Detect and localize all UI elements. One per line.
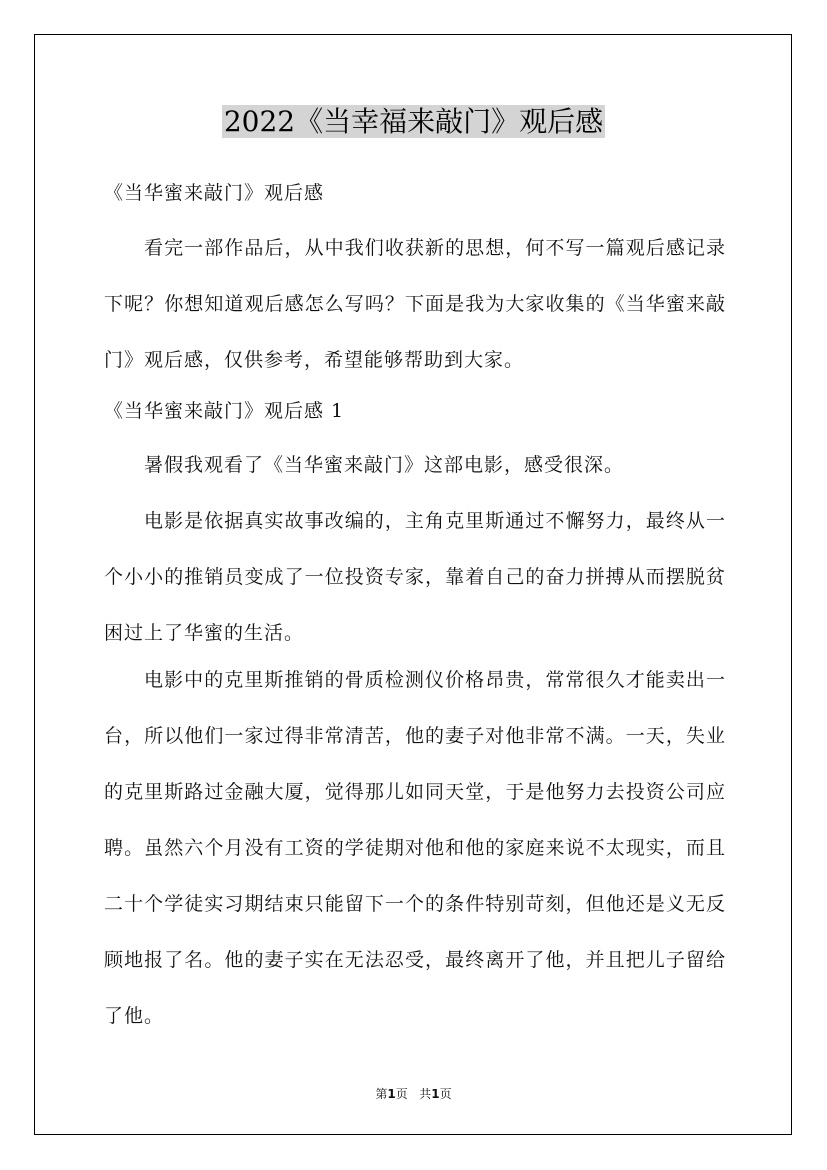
body-paragraph-3: 电影中的克里斯推销的骨质检测仪价格昂贵，常常很久才能卖出一台，所以他们一家过得非常清苦，他的妻子对他非常不满。一天，失业的克里斯路过金融大厦，觉得那儿如同天堂，于是他努力去投资公司应聘。虽然六个月没有工资的学徒期对他和他的家庭来说不太现实，而且二十个学徒实习期结束只能留下一个的条件特别苛刻，但他还是义无反顾地报了名。他的妻子实在无法忍受，最终离开了他，并且把儿子留给了他。 [104,669,726,1027]
footer-total-suffix: 页 [439,1087,452,1101]
document-title-text: 2022《当幸福来敲门》观后感 [223,105,604,138]
footer-page-suffix: 页 [395,1087,408,1101]
intro-paragraph: 看完一部作品后，从中我们收获新的思想，何不写一篇观后感记录下呢？你想知道观后感怎么写吗？下面是我为大家收集的《当华蜜来敲门》观后感，仅供参考，希望能够帮助到大家。 [104,237,726,371]
body-paragraph-1: 暑假我观看了《当华蜜来敲门》这部电影，感受很深。 [144,454,625,476]
footer-total-prefix: 共 [419,1087,432,1101]
footer-page-prefix: 第 [375,1087,388,1101]
footer-total-number: 1 [431,1087,440,1101]
document-subtitle: 《当华蜜来敲门》观后感 [104,182,325,204]
footer-page-number: 1 [387,1087,396,1101]
section-heading: 《当华蜜来敲门》观后感 1 [104,400,345,422]
document-title [0,100,827,144]
page-footer [0,1085,827,1102]
body-paragraph-2: 电影是依据真实故事改编的，主角克里斯通过不懈努力，最终从一个小小的推销员变成了一位投资专家，靠着自己的奋力拼搏从而摆脱贫困过上了华蜜的生活。 [104,510,726,644]
